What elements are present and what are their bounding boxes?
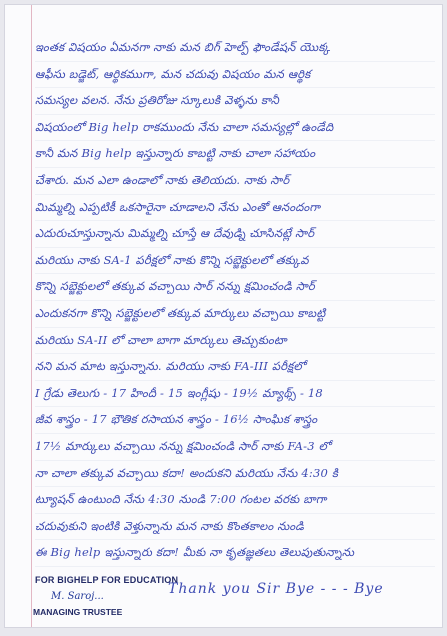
handwritten-line: విషయంలో Big help రాకముందు నేను చాలా సమస్యల్లో ఉండేది — [35, 115, 435, 142]
signature: M. Saroj... — [51, 591, 104, 602]
stamp-org: FOR BIGHELP FOR EDUCATION — [35, 575, 179, 585]
handwritten-line: ఆఫీసు బడ్జెట్, ఆర్థికముగా, మన చదువు విషయం మన ఆర్థిక — [35, 62, 435, 89]
handwritten-letter-body — [35, 35, 435, 567]
handwritten-line: ఈ Big help ఇస్తున్నారు కదా! మీకు నా కృతజ్ఞతలు తెలుపుతున్నాను — [35, 540, 435, 567]
handwritten-line: చేశారు. మన ఎలా ఉండాలో నాకు తెలియదు. నాకు సార్ — [35, 168, 435, 195]
handwritten-line: ఎదురుచూస్తున్నాను మిమ్మల్ని చూస్తే ఆ దేవుడ్ని చూసినట్లే సార్ — [35, 221, 435, 248]
handwritten-line: కొన్ని సబ్జెక్టులలో తక్కువ వచ్చాయి సార్ నన్ను క్షమించండి సార్ — [35, 274, 435, 301]
handwritten-line: మరియు నాకు SA-1 పరీక్షలో నాకు కొన్ని సబ్జెక్టులలో తక్కువ — [35, 248, 435, 275]
handwritten-line: మరియు SA-II లో చాలా బాగా మార్కులు తెచ్చుకుంటా — [35, 328, 435, 355]
handwritten-line: కానీ మన Big help ఇస్తున్నారు కాబట్టి నాకు చాలా సహాయం — [35, 141, 435, 168]
handwritten-line: ట్యూషన్ ఉంటుంది నేను 4:30 నుండి 7:00 గంటల వరకు బాగా — [35, 487, 435, 514]
handwritten-line: చదువుకుని ఇంటికి వెళ్తున్నాను మన నాకు కొంతకాలం నుండి — [35, 514, 435, 541]
handwritten-line: నని మన మాట ఇస్తున్నాను. మరియు నాకు FA-III పరీక్షలో — [35, 354, 435, 381]
handwritten-line: 17½ మార్కులు వచ్చాయి నన్ను క్షమించండి సార్ నాకు FA-3 లో — [35, 434, 435, 461]
handwritten-line: I గ్రేడు తెలుగు - 17 హిందీ - 15 ఇంగ్లీషు - 19½ మ్యాథ్స్ - 18 — [35, 381, 435, 408]
handwritten-line: ఇంతక విషయం ఏమనగా నాకు మన బిగ్ హెల్ప్ ఫౌండేషన్ యొక్క — [35, 35, 435, 62]
letter-page — [4, 4, 443, 628]
handwritten-line: మిమ్మల్ని ఎప్పటికీ ఒకసారైనా చూడాలని నేను ఎంతో ఆనందంగా — [35, 195, 435, 222]
stamp-title: MANAGING TRUSTEE — [33, 607, 123, 617]
handwritten-line: నా చాలా తక్కువ వచ్చాయి కదా! అందుకని మరియు నేను 4:30 కి — [35, 461, 435, 488]
handwritten-line: సమస్యల వలన. నేను ప్రతిరోజు స్కూలుకి వెళ్ళను కానీ — [35, 88, 435, 115]
closing-thanks: Thank you Sir Bye - - - Bye — [168, 581, 384, 597]
margin-rule — [31, 5, 32, 627]
handwritten-line: ఎందుకనగా కొన్ని సబ్జెక్టులలో తక్కువ మార్కులు వచ్చాయి కాబట్టి — [35, 301, 435, 328]
stamp-and-signoff — [23, 575, 433, 621]
handwritten-line: జీవ శాస్త్రం - 17 భౌతిక రసాయన శాస్త్రం - 16½ సాంఘిక శాస్త్రం — [35, 407, 435, 434]
